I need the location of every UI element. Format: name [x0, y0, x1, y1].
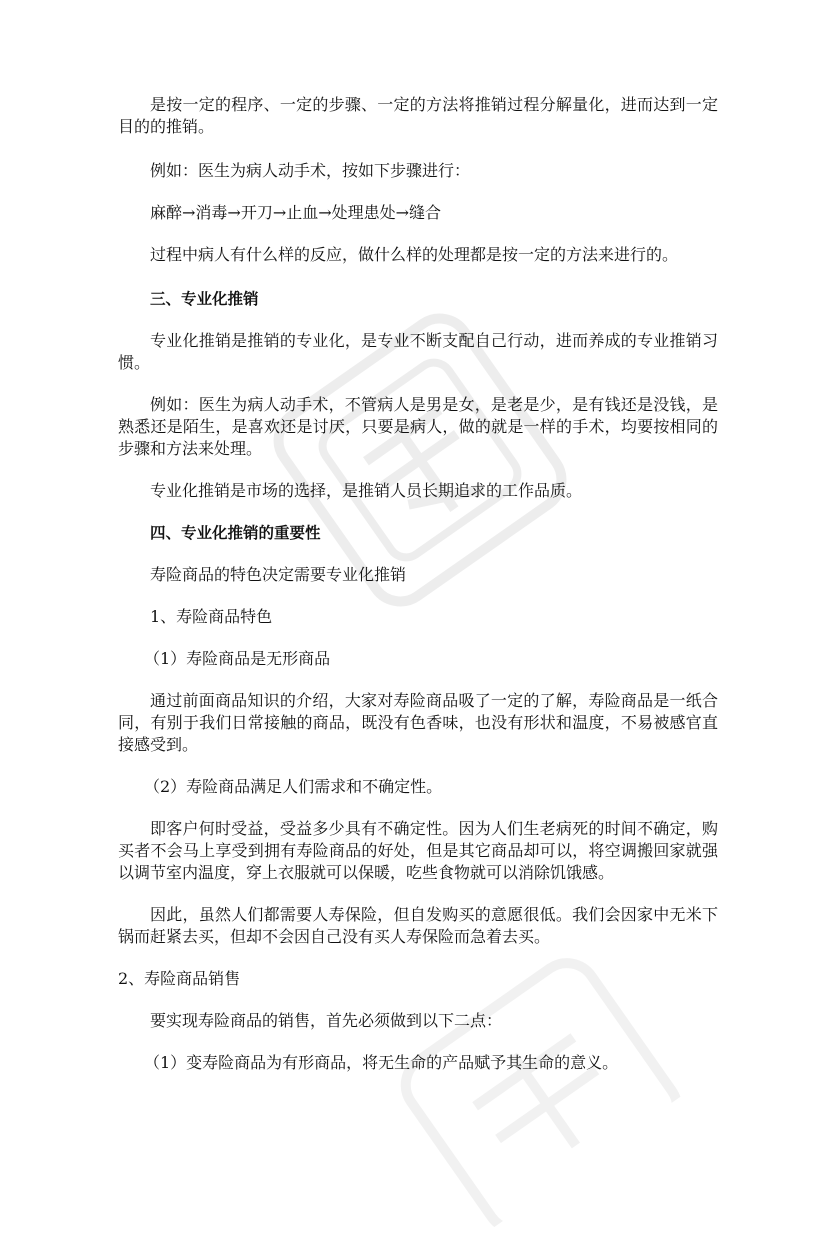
- paragraph: 专业化推销是推销的专业化，是专业不断支配自己行动，进而养成的专业推销习惯。: [118, 331, 718, 372]
- paragraph: 例如：医生为病人动手术，按如下步骤进行：: [150, 161, 471, 180]
- list-item: （2）寿险商品满足人们需求和不确定性。: [144, 777, 443, 796]
- paragraph: 要实现寿险商品的销售，首先必须做到以下二点：: [150, 1011, 503, 1030]
- paragraph: 例如：医生为病人动手术，不管病人是男是女，是老是少，是有钱还是没钱，是熟悉还是陌生，是喜欢还是讨厌，只要是病人，做的就是一样的手术，均要按相同的步骤和方法来处理。: [118, 395, 718, 458]
- section-heading: 三、专业化推销: [150, 290, 259, 308]
- list-item: （1）变寿险商品为有形商品，将无生命的产品赋予其生命的意义。: [144, 1053, 619, 1072]
- document-body: [118, 94, 718, 1074]
- subsection-heading: 1、寿险商品特色: [150, 607, 273, 626]
- paragraph: 过程中病人有什么样的反应，做什么样的处理都是按一定的方法来进行的。: [150, 245, 679, 264]
- paragraph: 专业化推销是市场的选择，是推销人员长期追求的工作品质。: [150, 481, 583, 500]
- paragraph: 通过前面商品知识的介绍，大家对寿险商品吸了一定的了解，寿险商品是一纸合同，有别于我们日常接触的商品，既没有色香味，也没有形状和温度，不易被感官直接感受到。: [118, 691, 718, 754]
- paragraph: 是按一定的程序、一定的步骤、一定的方法将推销过程分解量化，进而达到一定目的的推销。: [118, 95, 718, 136]
- paragraph: 因此，虽然人们都需要人寿保险，但自发购买的意愿很低。我们会因家中无米下锅而赶紧去买，但却不会因自己没有买人寿保险而急着去买。: [118, 905, 718, 946]
- paragraph: 即客户何时受益，受益多少具有不确定性。因为人们生老病死的时间不确定，购买者不会马上享受到拥有寿险商品的好处，但是其它商品却可以，将空调搬回家就强以调节室内温度，穿上衣服就可以保暖，吃些食物就可以消除饥饿感。: [118, 819, 718, 882]
- list-item: （1）寿险商品是无形商品: [144, 649, 331, 668]
- subsection-heading: 2、寿险商品销售: [118, 969, 241, 988]
- paragraph: 寿险商品的特色决定需要专业化推销: [150, 565, 407, 584]
- process-steps: 麻醉→消毒→开刀→止血→处理患处→缝合: [150, 203, 442, 222]
- section-heading: 四、专业化推销的重要性: [150, 524, 321, 542]
